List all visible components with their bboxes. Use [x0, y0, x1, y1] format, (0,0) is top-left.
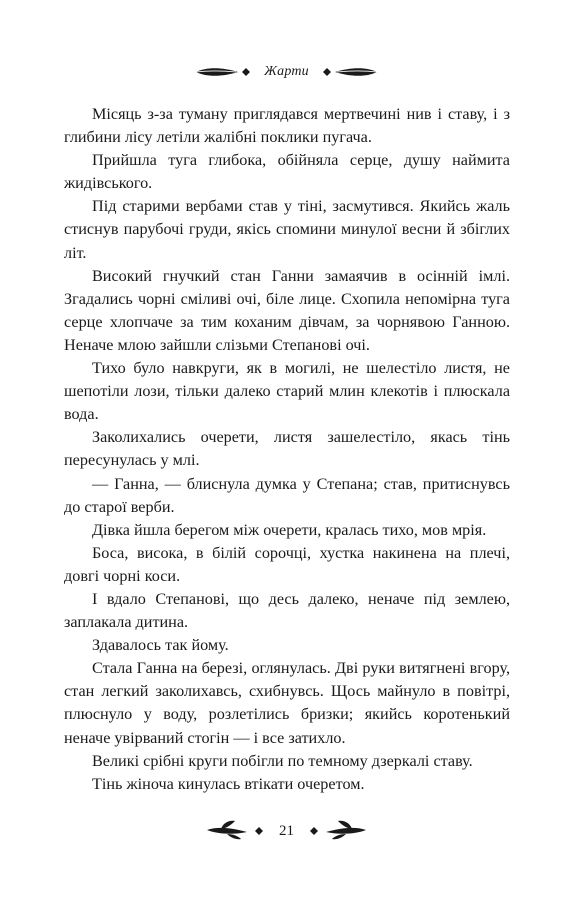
paragraph: — Ганна, — блиснула думка у Степана; став, притиснувсь до старої верби.: [64, 474, 510, 516]
paragraph: Високий гнучкий стан Ганни замаячив в осінній імлі. Згадались чорні сміливі очі, біле лице. Схопила непомірна туга серце хлопчаче за тим коханим дівчам, за чорнявою Ганною. Неначе млою зайшли слізьми Степанові очі.: [64, 266, 510, 354]
body-text: [64, 103, 510, 796]
paragraph: Місяць з-за туману приглядався мертвечині нив і ставу, і з глибини лісу летіли жалібні поклики пугача.: [64, 105, 510, 147]
diamond-leaf-ornament-icon: [321, 65, 379, 79]
paragraph: Тихо було навкруги, як в могилі, не шелестіло листя, не шепотіли лози, тільки далеко старий млин клекотів і плюскала вода.: [64, 359, 510, 424]
paragraph: Здавалось так йому.: [92, 636, 229, 655]
paragraph: Боса, висока, в білій сорочці, хустка накинена на плечі, довгі чорні коси.: [64, 543, 510, 585]
chapter-title: Жарти: [264, 64, 309, 79]
paragraph: І вдало Степанові, що десь далеко, неначе під землею, заплакала дитина.: [64, 589, 510, 632]
paragraph: Великі срібні круги побігли по темному дзеркалі ставу.: [92, 751, 473, 770]
diamond-leaves-ornament-icon: [308, 820, 370, 842]
paragraph: Прийшла туга глибока, обійняла серце, душу наймита жидівського.: [64, 151, 510, 193]
paragraph: Заколихались очерети, листя зашелестіло, якась тінь пересунулась у млі.: [64, 428, 510, 470]
leaves-diamond-ornament-icon: [203, 820, 265, 842]
paragraph: Дівка йшла берегом між очерети, кралась тихо, мов мрія.: [92, 520, 487, 539]
page-number: 21: [279, 822, 294, 839]
paragraph: Під старими вербами став у тіні, засмутився. Якийсь жаль стиснув парубочі груди, якісь спомини минулої весни й збіглих літ.: [64, 197, 510, 262]
page-footer: [0, 818, 573, 844]
paragraph: Тінь жіноча кинулась втікати очеретом.: [92, 774, 365, 793]
paragraph: Стала Ганна на березі, оглянулась. Дві руки витягнені вгору, стан легкий заколихавсь, схибнувсь. Щось майнуло в повітрі, плюснуло у воду, розлетілись бризки; якийсь коротенький неначе увірваний стогін — і все затихло.: [64, 659, 510, 747]
leaf-diamond-ornament-icon: [194, 65, 252, 79]
running-header: [0, 62, 573, 82]
